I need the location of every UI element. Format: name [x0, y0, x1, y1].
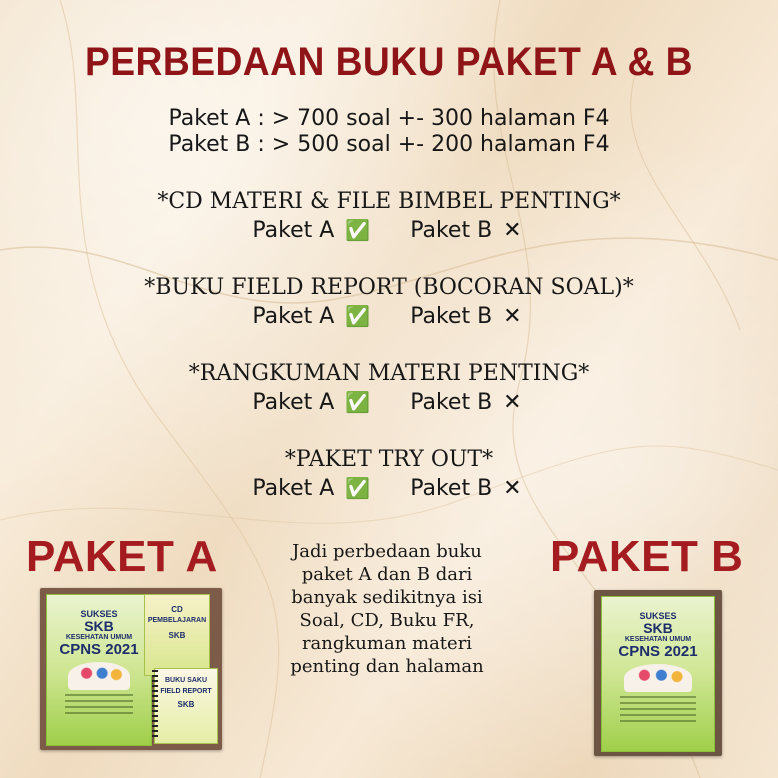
spiral-binding	[152, 670, 158, 740]
book-illustration	[624, 664, 691, 692]
caption	[262, 540, 512, 678]
comparison-row	[0, 216, 778, 245]
paket-a-label: Paket A	[252, 218, 335, 243]
section-field-report	[0, 274, 778, 331]
paket-b-label: Paket B	[410, 218, 493, 243]
book-illustration	[68, 662, 130, 690]
paket-a-label: Paket A	[252, 304, 335, 329]
book-cover	[601, 596, 715, 752]
paket-b-heading: PAKET B	[550, 532, 744, 581]
cross-icon: ✕	[503, 390, 522, 415]
book-kicker: SUKSES	[80, 609, 118, 619]
comparison-row	[0, 302, 778, 331]
caption-line: banyak sedikitnya isi	[291, 587, 483, 608]
cd-skb: SKB	[168, 631, 186, 640]
section-rangkuman	[0, 360, 778, 417]
paket-b-label: Paket B	[410, 304, 493, 329]
paket-b-label: Paket B	[410, 390, 493, 415]
cross-icon: ✕	[503, 476, 522, 501]
caption-line: Soal, CD, Buku FR,	[299, 610, 475, 631]
paket-a-label: Paket A	[252, 390, 335, 415]
book-cover	[46, 594, 152, 746]
comparison-row	[0, 474, 778, 503]
paket-a-label: Paket A	[252, 476, 335, 501]
field-report-cover	[154, 668, 218, 744]
cd-title: CD	[171, 605, 183, 614]
check-icon: ✅	[345, 390, 371, 414]
caption-line: Jadi perbedaan buku	[292, 541, 482, 562]
cd-subtitle: PEMBELAJARAN	[147, 617, 207, 624]
page-title: PERBEDAAN BUKU PAKET A & B	[84, 40, 693, 84]
package-b-summary: Paket B : > 500 soal +- 200 halaman F4	[168, 132, 610, 157]
caption-line: paket A dan B dari	[301, 564, 473, 585]
cd-cover	[144, 594, 210, 676]
book-cpns: CPNS 2021	[59, 641, 139, 658]
book-subtitle: KESEHATAN UMUM	[65, 634, 133, 641]
section-header: *BUKU FIELD REPORT (BOCORAN SOAL)*	[144, 275, 634, 300]
section-cd	[0, 188, 778, 245]
section-header: *CD MATERI & FILE BIMBEL PENTING*	[157, 189, 621, 214]
book-subtitle: KESEHATAN UMUM	[624, 636, 692, 643]
book-text-lines	[602, 696, 714, 722]
book-text-lines	[47, 694, 151, 714]
book-kicker: SUKSES	[639, 611, 677, 621]
cross-icon: ✕	[503, 304, 522, 329]
book-cpns: CPNS 2021	[618, 643, 698, 660]
section-header: *RANGKUMAN MATERI PENTING*	[188, 361, 590, 386]
fr-subtitle: FIELD REPORT	[160, 688, 212, 695]
section-header: *PAKET TRY OUT*	[284, 447, 494, 472]
paket-b-label: Paket B	[410, 476, 493, 501]
caption-line: rangkuman materi	[301, 633, 473, 654]
fr-title: BUKU SAKU	[165, 677, 207, 684]
caption-line: penting dan halaman	[290, 656, 484, 677]
check-icon: ✅	[345, 476, 371, 500]
comparison-row	[0, 388, 778, 417]
paket-a-heading: PAKET A	[26, 532, 218, 581]
paket-b-photo	[594, 590, 722, 756]
check-icon: ✅	[345, 304, 371, 328]
package-a-summary: Paket A : > 700 soal +- 300 halaman F4	[168, 106, 610, 131]
book-skb: SKB	[84, 618, 114, 634]
cross-icon: ✕	[503, 218, 522, 243]
paket-a-photo	[40, 588, 222, 750]
book-skb: SKB	[643, 620, 673, 636]
check-icon: ✅	[345, 218, 371, 242]
section-try-out	[0, 446, 778, 503]
fr-skb: SKB	[177, 700, 195, 709]
